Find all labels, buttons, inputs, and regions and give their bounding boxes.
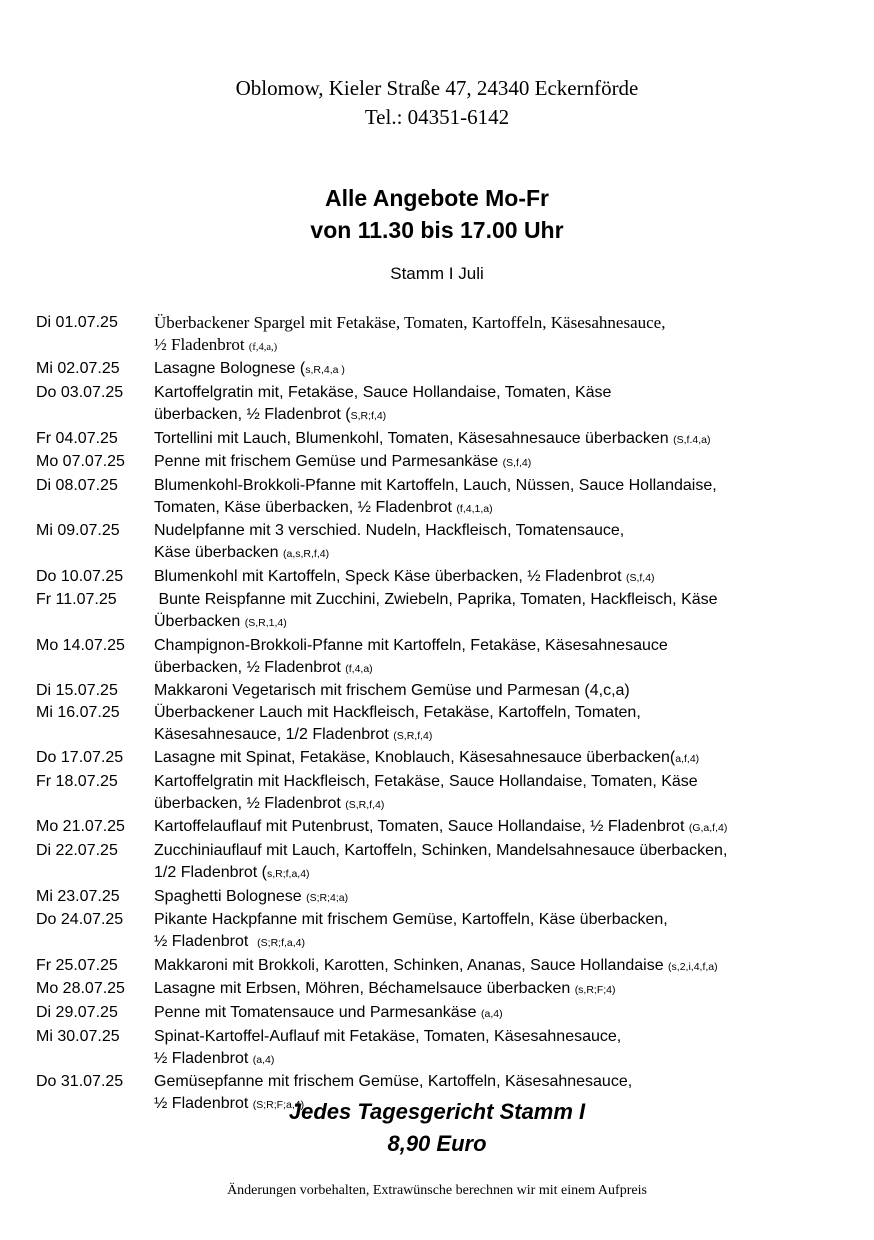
restaurant-header: [0, 74, 874, 132]
restaurant-address: Oblomow, Kieler Straße 47, 24340 Eckernförde: [235, 76, 639, 100]
menu-subtitle: Stamm I Juli: [390, 264, 484, 283]
offer-heading: [0, 182, 874, 246]
allergen-codes: (f,4,1,a): [456, 502, 493, 515]
dish-text: Penne mit frischem Gemüse und Parmesankäse: [154, 453, 503, 471]
menu-row: [36, 886, 846, 910]
dish-line: [154, 1048, 846, 1072]
menu-row: [36, 978, 846, 1002]
dish-line: [154, 724, 846, 748]
allergen-codes: (S;R;4;a): [306, 891, 349, 904]
dish-text: ½ Fladenbrot: [154, 1049, 253, 1067]
dish-text: Nudelpfanne mit 3 verschied. Nudeln, Hackfleisch, Tomatensauce,: [154, 522, 625, 540]
menu-dish: [154, 680, 846, 702]
allergen-codes: (S,f,4): [625, 571, 655, 584]
menu-dish: [154, 566, 846, 590]
dish-text: Lasagne mit Erbsen, Möhren, Béchamelsauce überbacken: [154, 980, 575, 998]
menu-dish: [154, 312, 846, 358]
menu-date: Mo 07.07.25: [36, 453, 125, 471]
dish-text: ½ Fladenbrot: [154, 1094, 253, 1112]
menu-row: [36, 747, 846, 771]
dish-line: [154, 1071, 846, 1093]
menu-date: Mi 23.07.25: [36, 887, 120, 905]
menu-date: Di 29.07.25: [36, 1004, 118, 1022]
menu-row: [36, 589, 846, 634]
dish-text: Tomaten, Käse überbacken, ½ Fladenbrot: [154, 498, 457, 516]
allergen-codes: (S,R,1,4): [244, 617, 287, 630]
menu-row: [36, 680, 846, 702]
dish-line: [154, 657, 846, 681]
menu-row: [36, 428, 846, 452]
menu-date: Do 10.07.25: [36, 567, 124, 585]
allergen-codes: (f,4,a): [345, 662, 373, 675]
dish-line: [154, 793, 846, 817]
allergen-codes: (s,R;F;4): [574, 984, 616, 997]
dish-text: Penne mit Tomatensauce und Parmesankäse: [154, 1004, 482, 1022]
menu-row: [36, 382, 846, 427]
menu-date: Di 22.07.25: [36, 842, 118, 860]
dish-line: [154, 816, 846, 840]
allergen-codes: (S,f,4): [502, 457, 532, 470]
dish-line: [154, 862, 846, 886]
allergen-codes: (a,s,R,f,4): [282, 548, 330, 561]
dish-line: [154, 747, 846, 771]
dish-text: ½ Fladenbrot: [154, 932, 258, 950]
dish-line: [154, 358, 846, 382]
menu-dish: [154, 428, 846, 452]
menu-row: [36, 520, 846, 565]
menu-dish: [154, 840, 846, 885]
dish-text: Spaghetti Bolognese: [154, 887, 307, 905]
menu-date: Mo 21.07.25: [36, 818, 125, 836]
allergen-codes: (S,R,f,4): [393, 729, 433, 742]
dish-text: überbacken, ½ Fladenbrot (: [154, 405, 351, 423]
dish-line: [154, 428, 846, 452]
dish-line: [154, 771, 846, 793]
footer-title: Jedes Tagesgericht Stamm I: [288, 1099, 586, 1124]
menu-dish: [154, 1026, 846, 1071]
allergen-codes: (S,R,f,4): [345, 798, 385, 811]
menu-row: [36, 702, 846, 747]
menu-row: [36, 816, 846, 840]
menu-date: Do 17.07.25: [36, 749, 124, 767]
dish-text: Spinat-Kartoffel-Auflauf mit Fetakäse, Tomaten, Käsesahnesauce,: [154, 1027, 622, 1045]
menu-date: Mo 28.07.25: [36, 980, 125, 998]
dish-line: [154, 497, 846, 521]
dish-text: ½ Fladenbrot: [154, 334, 249, 354]
menu-date: Do 24.07.25: [36, 911, 124, 929]
menu-dish: [154, 382, 846, 427]
menu-date: Mi 02.07.25: [36, 360, 120, 378]
dish-line: [154, 312, 846, 334]
menu-row: [36, 566, 846, 590]
menu-date: Do 31.07.25: [36, 1073, 124, 1091]
dish-line: [154, 589, 846, 611]
menu-date: Mo 14.07.25: [36, 636, 125, 654]
dish-line: [154, 886, 846, 910]
dish-line: [154, 566, 846, 590]
allergen-codes: (f,4,a,): [248, 341, 278, 353]
disclaimer-note: Änderungen vorbehalten, Extrawünsche berechnen wir mit einem Aufpreis: [227, 1183, 647, 1198]
dish-text: Zucchiniauflauf mit Lauch, Kartoffeln, Schinken, Mandelsahnesauce überbacken,: [154, 842, 728, 860]
allergen-codes: (s,2,i,4,f,a): [668, 960, 718, 973]
dish-text: Lasagne mit Spinat, Fetakäse, Knoblauch, Käsesahnesauce überbacken(: [154, 749, 676, 767]
dish-text: Käsesahnesauce, 1/2 Fladenbrot: [154, 725, 394, 743]
dish-text: überbacken, ½ Fladenbrot: [154, 794, 346, 812]
dish-line: [154, 404, 846, 428]
dish-line: [154, 451, 846, 475]
dish-line: [154, 611, 846, 635]
dish-text: Überbackener Lauch mit Hackfleisch, Fetakäse, Kartoffeln, Tomaten,: [154, 703, 641, 721]
menu-row: [36, 635, 846, 680]
menu-date: Mi 09.07.25: [36, 522, 120, 540]
footer-price: 8,90 Euro: [387, 1131, 487, 1156]
dish-line: [154, 382, 846, 404]
menu-dish: [154, 702, 846, 747]
dish-text: Käse überbacken: [154, 544, 283, 562]
dish-line: [154, 931, 846, 955]
menu-dish: [154, 589, 846, 634]
offer-title: Alle Angebote Mo-Fr: [324, 185, 550, 211]
allergen-codes: S,R;f,4): [350, 409, 387, 422]
allergen-codes: (a,4): [252, 1053, 275, 1066]
menu-date: Mi 16.07.25: [36, 703, 120, 721]
offer-hours: von 11.30 bis 17.00 Uhr: [310, 217, 564, 243]
dish-line: [154, 909, 846, 931]
allergen-codes: a,f,4): [675, 753, 700, 766]
dish-text: Kartoffelgratin mit Hackfleisch, Fetakäse, Sauce Hollandaise, Tomaten, Käse: [154, 773, 698, 791]
dish-text: Kartoffelauflauf mit Putenbrust, Tomaten, Sauce Hollandaise, ½ Fladenbrot: [154, 818, 689, 836]
allergen-codes: s,R,4,a ): [305, 364, 345, 377]
dish-text: Makkaroni Vegetarisch mit frischem Gemüse und Parmesan (4,c,a): [154, 682, 630, 700]
menu-dish: [154, 886, 846, 910]
allergen-codes: (G,a,f,4): [688, 822, 728, 835]
dish-line: [154, 978, 846, 1002]
allergen-codes: (S;R;F;a,4): [252, 1098, 305, 1111]
menu-dish: [154, 520, 846, 565]
menu-date: Fr 11.07.25: [36, 591, 117, 609]
dish-line: [154, 334, 846, 359]
dish-line: [154, 680, 846, 702]
dish-line: [154, 1026, 846, 1048]
dish-text: Kartoffelgratin mit, Fetakäse, Sauce Hollandaise, Tomaten, Käse: [154, 384, 612, 402]
menu-date: Fr 25.07.25: [36, 956, 118, 974]
menu-row: [36, 840, 846, 885]
dish-text: Blumenkohl-Brokkoli-Pfanne mit Kartoffeln, Lauch, Nüssen, Sauce Hollandaise,: [154, 476, 717, 494]
dish-line: [154, 475, 846, 497]
allergen-codes: (a,4): [481, 1008, 503, 1021]
dish-line: [154, 542, 846, 566]
dish-line: [154, 840, 846, 862]
menu-date: Fr 04.07.25: [36, 429, 118, 447]
dish-text: Pikante Hackpfanne mit frischem Gemüse, Kartoffeln, Käse überbacken,: [154, 911, 668, 929]
menu-row: [36, 771, 846, 816]
menu-dish: [154, 747, 846, 771]
menu-dish: [154, 635, 846, 680]
menu-dish: [154, 816, 846, 840]
dish-text: Makkaroni mit Brokkoli, Karotten, Schinken, Ananas, Sauce Hollandaise: [154, 956, 669, 974]
menu-row: [36, 475, 846, 520]
menu-dish: [154, 978, 846, 1002]
dish-text: Gemüsepfanne mit frischem Gemüse, Kartoffeln, Käsesahnesauce,: [154, 1073, 633, 1091]
price-footer: [0, 1096, 874, 1160]
restaurant-phone: Tel.: 04351-6142: [364, 105, 510, 129]
menu-date: Fr 18.07.25: [36, 773, 118, 791]
dish-text: Überbackener Spargel mit Fetakäse, Tomaten, Kartoffeln, Käsesahnesauce,: [154, 313, 666, 332]
allergen-codes: (S;R;f,a,4): [257, 936, 306, 949]
dish-line: [154, 702, 846, 724]
menu-date: Di 01.07.25: [36, 314, 118, 331]
allergen-codes: (S,f.4,a): [673, 433, 711, 446]
menu-row: [36, 312, 846, 358]
dish-text: Tortellini mit Lauch, Blumenkohl, Tomaten, Käsesahnesauce überbacken: [154, 429, 674, 447]
dish-line: [154, 955, 846, 979]
menu-date: Di 15.07.25: [36, 682, 118, 700]
dish-text: Champignon-Brokkoli-Pfanne mit Kartoffeln, Fetakäse, Käsesahnesauce: [154, 636, 668, 654]
menu-dish: [154, 475, 846, 520]
dish-line: [154, 1002, 846, 1026]
menu-row: [36, 955, 846, 979]
dish-line: [154, 635, 846, 657]
menu-date: Di 08.07.25: [36, 476, 118, 494]
menu-dish: [154, 1002, 846, 1026]
dish-text: Überbacken: [154, 613, 245, 631]
dish-text: Bunte Reispfanne mit Zucchini, Zwiebeln, Paprika, Tomaten, Hackfleisch, Käse: [154, 591, 718, 609]
allergen-codes: s,R;f,a,4): [266, 867, 310, 880]
menu-row: [36, 451, 846, 475]
dish-text: Lasagne Bolognese (: [154, 360, 306, 378]
daily-menu-list: [36, 312, 846, 1117]
menu-date: Mi 30.07.25: [36, 1027, 120, 1045]
menu-dish: [154, 909, 846, 954]
menu-dish: [154, 358, 846, 382]
menu-row: [36, 358, 846, 382]
menu-date: Do 03.07.25: [36, 384, 124, 402]
menu-dish: [154, 955, 846, 979]
menu-dish: [154, 451, 846, 475]
dish-text: überbacken, ½ Fladenbrot: [154, 658, 346, 676]
dish-text: 1/2 Fladenbrot (: [154, 863, 267, 881]
dish-text: Blumenkohl mit Kartoffeln, Speck Käse überbacken, ½ Fladenbrot: [154, 567, 626, 585]
menu-dish: [154, 771, 846, 816]
menu-row: [36, 1002, 846, 1026]
menu-row: [36, 909, 846, 954]
menu-row: [36, 1026, 846, 1071]
dish-line: [154, 520, 846, 542]
